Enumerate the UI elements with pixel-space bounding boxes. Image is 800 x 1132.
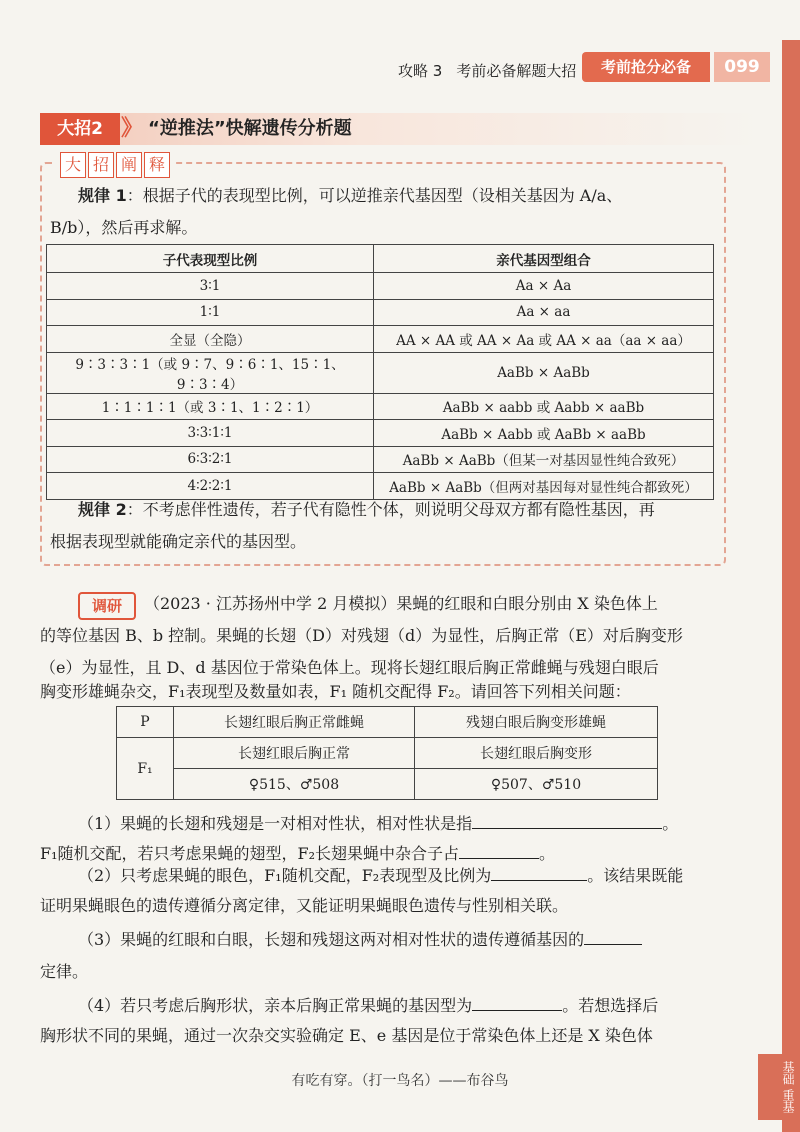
research-line-1: （2023 · 江苏扬州中学 2 月模拟）果蝇的红眼和白眼分别由 X 染色体上: [144, 594, 658, 613]
question-text: （1）果蝇的长翅和残翅是一对相对性状，相对性状是指: [78, 814, 473, 833]
table-row: [47, 446, 714, 473]
rule1-paragraph: [78, 180, 728, 212]
question-text: （2）只考虑果蝇的眼色，F₁随机交配，F₂表现型及比例为: [78, 866, 492, 885]
question-end: 。该结果既能: [587, 866, 684, 885]
p-male: 残翅白眼后胸变形雄蝇: [415, 707, 658, 738]
answer-blank[interactable]: [459, 840, 539, 859]
table-cell: Aa × Aa: [374, 273, 714, 300]
answer-blank[interactable]: [491, 862, 587, 881]
question-1a: [78, 808, 758, 840]
cross-table: [116, 706, 658, 800]
footer-riddle: 有吃有穿。（打一鸟名）——布谷鸟: [291, 1073, 509, 1089]
rule1-text: ：根据子代的表现型比例，可以逆推亲代基因型（设相关基因为 A/a、: [126, 186, 623, 205]
title-arrow-icon: 》: [121, 116, 144, 141]
research-line-4: 胸变形雄蝇杂交，F₁表现型及数量如表，F₁ 随机交配得 F₂。请回答下列相关问题：: [40, 682, 631, 701]
table-row: [117, 738, 658, 769]
section-title: “逆推法”快解遗传分析题: [148, 118, 352, 139]
question-2b: 证明果蝇眼色的遗传遵循分离定律，又能证明果蝇眼色遗传与性别相关联。: [40, 896, 569, 915]
table-header-row: [47, 245, 714, 273]
page-number: 099: [714, 52, 770, 82]
question-end: 。: [539, 844, 556, 863]
question-4a: [78, 990, 758, 1022]
question-end: 。若想选择后: [562, 996, 659, 1015]
label-char: 招: [88, 152, 114, 178]
table-cell: 全显（全隐）: [47, 326, 374, 353]
table-cell: Aa × aa: [374, 299, 714, 326]
rule2-keyword: 规律 2: [78, 500, 127, 519]
explanation-label: [56, 152, 176, 178]
f1-label: F₁: [117, 738, 174, 800]
section-label: 考前必备解题大招: [456, 62, 577, 80]
table-cell: AaBb × aabb 或 Aabb × aaBb: [374, 393, 714, 420]
research-line-3: （e）为显性，且 D、d 基因位于常染色体上。现将长翅红眼后胸正常雌蝇与残翅白眼后: [40, 658, 659, 677]
question-text: F₁随机交配，若只考虑果蝇的翅型，F₂长翅果蝇中杂合子占: [40, 844, 460, 863]
f1-phenotype-1: 长翅红眼后胸正常: [174, 738, 415, 769]
p-female: 长翅红眼后胸正常雌蝇: [174, 707, 415, 738]
strategy-label: 攻略 3: [398, 62, 443, 80]
question-2a: [78, 860, 758, 892]
f1-count-2: ♀507、♂510: [415, 769, 658, 800]
rule1-continuation: B/b），然后再求解。: [50, 218, 198, 237]
label-char: 阐: [116, 152, 142, 178]
table-cell: AaBb × AaBb（但某一对基因显性纯合致死）: [374, 446, 714, 473]
table-row: [117, 769, 658, 800]
label-char: 释: [144, 152, 170, 178]
page-edge-strip: [782, 40, 800, 1132]
research-tag: 调研: [78, 592, 136, 620]
question-text: （3）果蝇的红眼和白眼，长翅和残翅这两对相对性状的遗传遵循基因的: [78, 930, 585, 949]
answer-blank[interactable]: [472, 992, 562, 1011]
title-tag: 大招2: [40, 113, 120, 145]
question-4b: 胸形状不同的果蝇，通过一次杂交实验确定 E、e 基因是位于常染色体上还是 X 染色体: [40, 1026, 653, 1045]
header-tag: 考前抢分必备: [582, 52, 710, 82]
answer-blank[interactable]: [584, 926, 642, 945]
table-row: [47, 273, 714, 300]
table-cell: AaBb × AaBb: [374, 352, 714, 393]
rule1-keyword: 规律 1: [78, 186, 127, 205]
table-header-cell: 子代表现型比例: [47, 245, 374, 273]
table-row: [117, 707, 658, 738]
table-row: [47, 326, 714, 353]
rule2-text: ：不考虑伴性遗传，若子代有隐性个体，则说明父母双方都有隐性基因，再: [126, 500, 655, 519]
question-end: 。: [662, 814, 679, 833]
table-cell: AaBb × Aabb 或 AaBb × aaBb: [374, 420, 714, 447]
table-cell: AA × AA 或 AA × Aa 或 AA × aa（aa × aa）: [374, 326, 714, 353]
side-badge: 基础 重基: [758, 1054, 798, 1120]
table-cell: 6∶3∶2∶1: [47, 446, 374, 473]
answer-blank[interactable]: [472, 810, 662, 829]
table-cell: 1∶1: [47, 299, 374, 326]
rule2-continuation: 根据表现型就能确定亲代的基因型。: [50, 532, 307, 551]
table-cell: 1∶1∶1∶1（或 3∶1、1∶2∶1）: [47, 393, 374, 420]
table-row: [47, 420, 714, 447]
table-cell: 3∶3∶1∶1: [47, 420, 374, 447]
question-3a: [78, 924, 758, 956]
question-3b: 定律。: [40, 962, 89, 981]
table-cell: 3∶1: [47, 273, 374, 300]
f1-phenotype-2: 长翅红眼后胸变形: [415, 738, 658, 769]
f1-count-1: ♀515、♂508: [174, 769, 415, 800]
table-row: [47, 299, 714, 326]
table-row: [47, 393, 714, 420]
p-label: P: [117, 707, 174, 738]
rule2-paragraph: [78, 494, 728, 526]
table-row: [47, 352, 714, 393]
question-text: （4）若只考虑后胸形状，亲本后胸正常果蝇的基因型为: [78, 996, 473, 1015]
rules-table: [46, 244, 714, 500]
table-cell: 4∶2∶2∶1: [47, 473, 374, 500]
table-cell: AaBb × AaBb（但两对基因每对显性纯合都致死）: [374, 473, 714, 500]
table-cell: 9∶3∶3∶1（或 9∶7、9∶6∶1、15∶1、9∶3∶4）: [47, 352, 374, 393]
label-char: 大: [60, 152, 86, 178]
research-line-2: 的等位基因 B、b 控制。果蝇的长翅（D）对残翅（d）为显性，后胸正常（E）对后胸变形: [40, 626, 683, 645]
table-header-cell: 亲代基因型组合: [374, 245, 714, 273]
running-header: [398, 60, 590, 81]
